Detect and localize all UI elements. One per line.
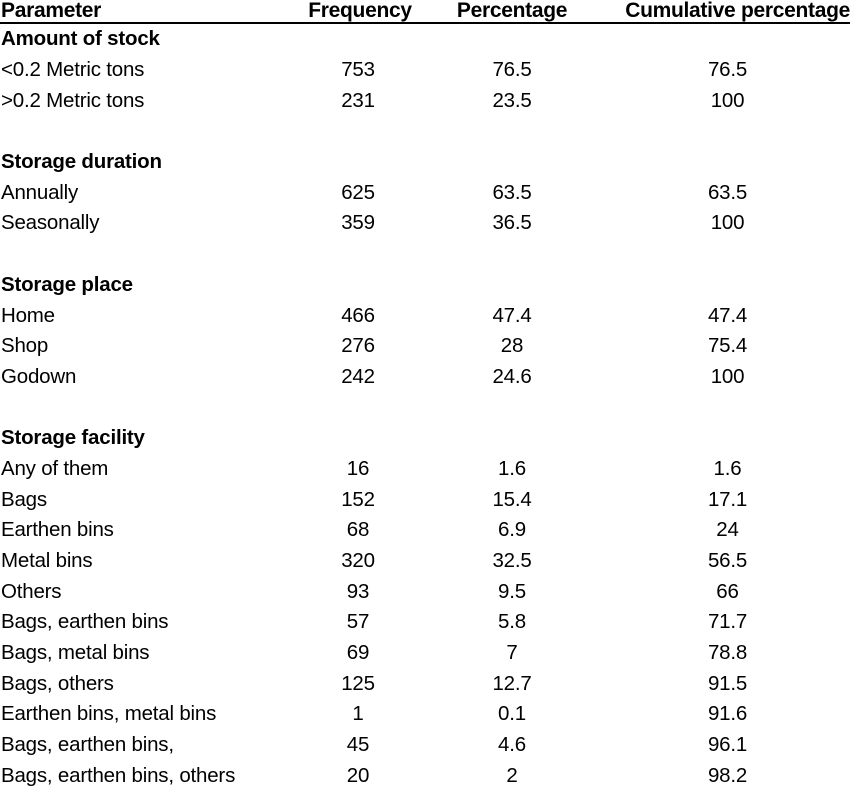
table-row (0, 761, 850, 792)
cell-percentage: 2 (506, 763, 518, 787)
cell-parameter: Bags, earthen bins, others (1, 763, 236, 787)
table-row (0, 85, 850, 116)
cell-cumulative-percentage: 63.5 (707, 180, 748, 204)
cell-cumulative-percentage: 78.8 (707, 641, 748, 665)
cell-cumulative-percentage: 75.4 (707, 334, 748, 358)
cell-parameter: Annually (1, 180, 79, 204)
cell-cumulative-percentage: 47.4 (707, 303, 748, 327)
header-cumulative-percentage: Cumulative percentage (625, 0, 850, 22)
cell-parameter: Home (1, 303, 55, 327)
cell-cumulative-percentage: 76.5 (707, 58, 748, 82)
cell-cumulative-percentage: 91.5 (707, 671, 748, 695)
cell-percentage: 6.9 (498, 518, 526, 542)
cell-frequency: 1 (352, 702, 364, 726)
cell-cumulative-percentage: 96.1 (707, 733, 748, 757)
cell-percentage: 24.6 (492, 364, 532, 388)
spacer-row (0, 116, 850, 147)
cell-percentage: 12.7 (492, 671, 532, 695)
table-row (0, 576, 850, 607)
table-row (0, 638, 850, 669)
header-frequency: Frequency (308, 0, 412, 22)
cell-parameter: Bags, metal bins (1, 641, 150, 665)
section-heading-row (0, 270, 850, 301)
cell-parameter: Earthen bins (1, 518, 114, 542)
cell-frequency: 276 (341, 334, 375, 358)
cell-cumulative-percentage: 100 (710, 88, 745, 112)
cell-parameter: <0.2 Metric tons (1, 58, 145, 82)
section-title: Amount of stock (1, 27, 160, 51)
cell-parameter: Bags (1, 487, 47, 511)
cell-cumulative-percentage: 17.1 (707, 487, 748, 511)
cell-percentage: 32.5 (492, 549, 532, 573)
cell-parameter: Any of them (1, 456, 109, 480)
table-row (0, 177, 850, 208)
cell-cumulative-percentage: 100 (710, 364, 745, 388)
cell-percentage: 36.5 (492, 211, 532, 235)
cell-percentage: 15.4 (492, 487, 532, 511)
table-row (0, 515, 850, 546)
cell-frequency: 125 (341, 671, 375, 695)
cell-percentage: 1.6 (498, 456, 526, 480)
table-row (0, 546, 850, 577)
table-header (0, 0, 850, 24)
table-row (0, 607, 850, 638)
table-row (0, 300, 850, 331)
cell-percentage: 76.5 (492, 58, 532, 82)
cell-frequency: 57 (346, 610, 370, 634)
section-title: Storage duration (1, 150, 162, 174)
cell-percentage: 7 (506, 641, 518, 665)
cell-parameter: >0.2 Metric tons (1, 88, 145, 112)
cell-frequency: 20 (346, 763, 370, 787)
cell-frequency: 320 (341, 549, 375, 573)
spacer-row (0, 239, 850, 270)
table-row (0, 484, 850, 515)
section-heading-row (0, 24, 850, 55)
cell-frequency: 68 (346, 518, 370, 542)
cell-percentage: 63.5 (492, 180, 532, 204)
table-row (0, 208, 850, 239)
cell-frequency: 466 (341, 303, 375, 327)
section-title: Storage place (1, 272, 133, 296)
cell-cumulative-percentage: 24 (716, 518, 739, 542)
cell-cumulative-percentage: 66 (716, 579, 739, 603)
cell-parameter: Bags, earthen bins (1, 610, 169, 634)
table-row (0, 454, 850, 485)
cell-percentage: 4.6 (498, 733, 526, 757)
cell-cumulative-percentage: 91.6 (707, 702, 748, 726)
header-parameter: Parameter (1, 0, 102, 22)
cell-percentage: 23.5 (492, 88, 532, 112)
spacer-row (0, 392, 850, 423)
header-percentage: Percentage (456, 0, 568, 22)
cell-frequency: 45 (346, 733, 370, 757)
cell-parameter: Earthen bins, metal bins (1, 702, 217, 726)
cell-frequency: 93 (346, 579, 370, 603)
cell-parameter: Shop (1, 334, 49, 358)
cell-cumulative-percentage: 98.2 (707, 763, 748, 787)
cell-cumulative-percentage: 1.6 (713, 456, 742, 480)
cell-parameter: Godown (1, 364, 77, 388)
cell-frequency: 359 (341, 211, 375, 235)
cell-parameter: Metal bins (1, 549, 93, 573)
table-row (0, 331, 850, 362)
cell-parameter: Bags, earthen bins, (1, 733, 174, 757)
cell-cumulative-percentage: 100 (710, 211, 745, 235)
cell-percentage: 0.1 (498, 702, 526, 726)
cell-percentage: 5.8 (498, 610, 526, 634)
cell-parameter: Seasonally (1, 211, 100, 235)
cell-frequency: 231 (341, 88, 375, 112)
cell-frequency: 152 (341, 487, 375, 511)
cell-cumulative-percentage: 71.7 (707, 610, 748, 634)
cell-parameter: Others (1, 579, 62, 603)
section-heading-row (0, 423, 850, 454)
cell-frequency: 242 (341, 364, 375, 388)
table-row (0, 668, 850, 699)
cell-parameter: Bags, others (1, 671, 114, 695)
section-title: Storage facility (1, 426, 145, 450)
section-heading-row (0, 147, 850, 178)
cell-frequency: 625 (341, 180, 375, 204)
cell-percentage: 47.4 (492, 303, 532, 327)
cell-frequency: 753 (341, 58, 375, 82)
table-row (0, 730, 850, 761)
table-body (0, 24, 850, 791)
table-row (0, 362, 850, 393)
cell-cumulative-percentage: 56.5 (707, 549, 748, 573)
cell-percentage: 28 (500, 334, 524, 358)
cell-frequency: 69 (346, 641, 370, 665)
cell-frequency: 16 (346, 456, 370, 480)
table-row (0, 699, 850, 730)
table-row (0, 55, 850, 86)
cell-percentage: 9.5 (498, 579, 526, 603)
